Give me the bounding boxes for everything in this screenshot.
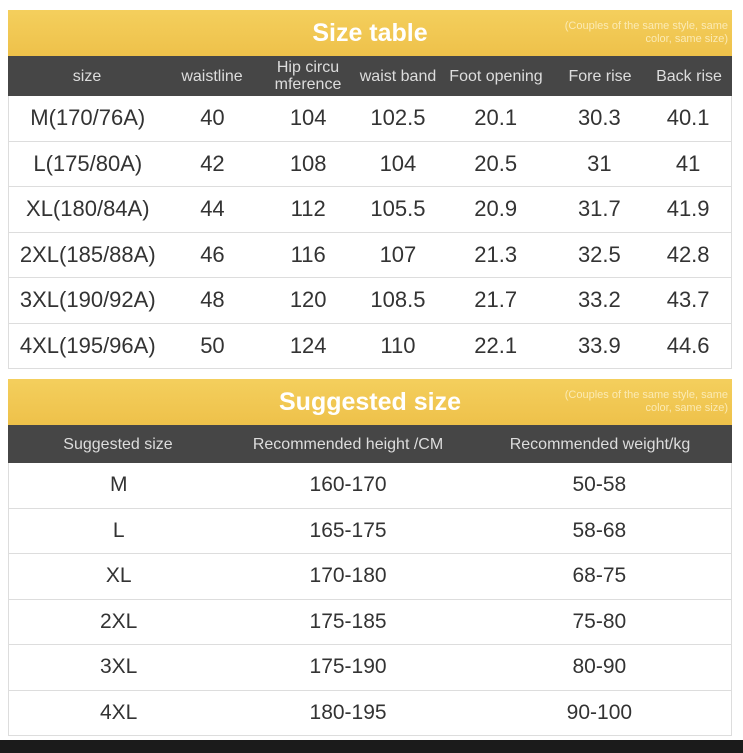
cell-weight: 50-58 — [572, 473, 627, 497]
cell-size: 4XL — [100, 700, 138, 724]
cell-hip: 104 — [289, 105, 327, 131]
size-table-header — [8, 56, 732, 96]
cell-foot-opening: 21.7 — [474, 287, 518, 313]
table-row — [9, 599, 731, 645]
cell-foot-opening: 20.9 — [474, 196, 518, 222]
cell-size: L(175/80A) — [33, 150, 143, 176]
size-table-banner — [8, 10, 732, 56]
cell-waist-band: 107 — [379, 241, 417, 267]
cell-hip: 112 — [290, 196, 326, 222]
cell-foot-opening: 22.1 — [474, 332, 518, 358]
cell-size: 4XL(195/96A) — [19, 332, 156, 358]
suggested-size-note: (Couples of the same style, same color, same size) — [564, 389, 728, 414]
cell-size: XL — [105, 564, 132, 588]
cell-fore-rise: 33.9 — [577, 332, 621, 358]
cell-height: 160-170 — [309, 473, 387, 497]
cell-size: M(170/76A) — [30, 105, 146, 131]
cell-back-rise: 44.6 — [666, 332, 710, 358]
cell-foot-opening: 21.3 — [474, 241, 518, 267]
table-row — [9, 277, 731, 323]
header-waist-band: waist band — [359, 67, 437, 85]
suggested-size-body — [8, 463, 732, 736]
cell-hip: 120 — [289, 287, 327, 313]
table-row — [9, 508, 731, 554]
size-table — [8, 10, 732, 369]
cell-size: L — [112, 518, 125, 542]
cell-waistline: 48 — [200, 287, 225, 313]
cell-fore-rise: 31 — [587, 150, 612, 176]
size-table-note: (Couples of the same style, same color, same size) — [564, 20, 728, 45]
table-row — [9, 141, 731, 187]
cell-height: 180-195 — [309, 700, 387, 724]
cell-size: 2XL(185/88A) — [19, 241, 156, 267]
cell-waist-band: 105.5 — [370, 196, 426, 222]
cell-weight: 80-90 — [572, 655, 627, 679]
table-row — [9, 323, 731, 369]
cell-back-rise: 40.1 — [666, 105, 710, 131]
suggested-size-table — [8, 379, 732, 736]
table-row — [9, 644, 731, 690]
cell-back-rise: 43.7 — [666, 287, 710, 313]
suggested-size-title: Suggested size — [279, 388, 461, 416]
table-row — [9, 690, 731, 736]
cell-back-rise: 41.9 — [666, 196, 710, 222]
cell-waist-band: 104 — [379, 150, 417, 176]
cell-foot-opening: 20.5 — [474, 150, 518, 176]
cell-height: 175-185 — [309, 609, 387, 633]
header-suggested-size: Suggested size — [63, 435, 173, 453]
header-size: size — [72, 67, 102, 85]
cell-fore-rise: 32.5 — [577, 241, 621, 267]
cell-foot-opening: 20.1 — [474, 105, 518, 131]
cell-size: XL(180/84A) — [26, 196, 150, 222]
cell-waist-band: 102.5 — [370, 105, 426, 131]
cell-size: 2XL — [100, 609, 138, 633]
header-recommended-height: Recommended height /CM — [252, 435, 444, 453]
bottom-bar — [0, 740, 743, 753]
size-table-title: Size table — [312, 19, 428, 47]
table-row — [9, 553, 731, 599]
cell-waistline: 46 — [200, 241, 225, 267]
cell-height: 165-175 — [309, 518, 387, 542]
table-row — [9, 96, 731, 141]
cell-weight: 58-68 — [572, 518, 627, 542]
suggested-size-banner — [8, 379, 732, 425]
cell-size: M — [109, 473, 128, 497]
cell-hip: 124 — [289, 332, 327, 358]
table-row — [9, 463, 731, 508]
header-fore-rise: Fore rise — [568, 67, 632, 85]
cell-fore-rise: 33.2 — [577, 287, 621, 313]
cell-weight: 90-100 — [566, 700, 633, 724]
cell-waistline: 44 — [200, 196, 225, 222]
cell-back-rise: 41 — [675, 150, 701, 176]
header-recommended-weight: Recommended weight/kg — [509, 435, 691, 453]
header-foot-opening: Foot opening — [449, 67, 543, 85]
cell-fore-rise: 31.7 — [577, 196, 621, 222]
cell-waistline: 42 — [200, 150, 225, 176]
cell-fore-rise: 30.3 — [577, 105, 621, 131]
cell-back-rise: 42.8 — [666, 241, 710, 267]
cell-waist-band: 110 — [380, 332, 416, 358]
cell-size: 3XL — [100, 655, 138, 679]
cell-height: 175-190 — [309, 655, 387, 679]
cell-weight: 75-80 — [572, 609, 627, 633]
header-waistline: waistline — [181, 67, 243, 85]
suggested-size-header — [8, 425, 732, 463]
table-row — [9, 232, 731, 278]
cell-height: 170-180 — [309, 564, 387, 588]
header-hip-circumference: Hip circu mference — [274, 59, 342, 93]
cell-hip: 108 — [289, 150, 327, 176]
cell-waistline: 50 — [200, 332, 225, 358]
table-row — [9, 186, 731, 232]
cell-waist-band: 108.5 — [370, 287, 426, 313]
size-table-body — [8, 96, 732, 369]
cell-waistline: 40 — [200, 105, 225, 131]
header-back-rise: Back rise — [656, 67, 722, 85]
cell-size: 3XL(190/92A) — [19, 287, 156, 313]
cell-weight: 68-75 — [572, 564, 627, 588]
cell-hip: 116 — [290, 241, 326, 267]
